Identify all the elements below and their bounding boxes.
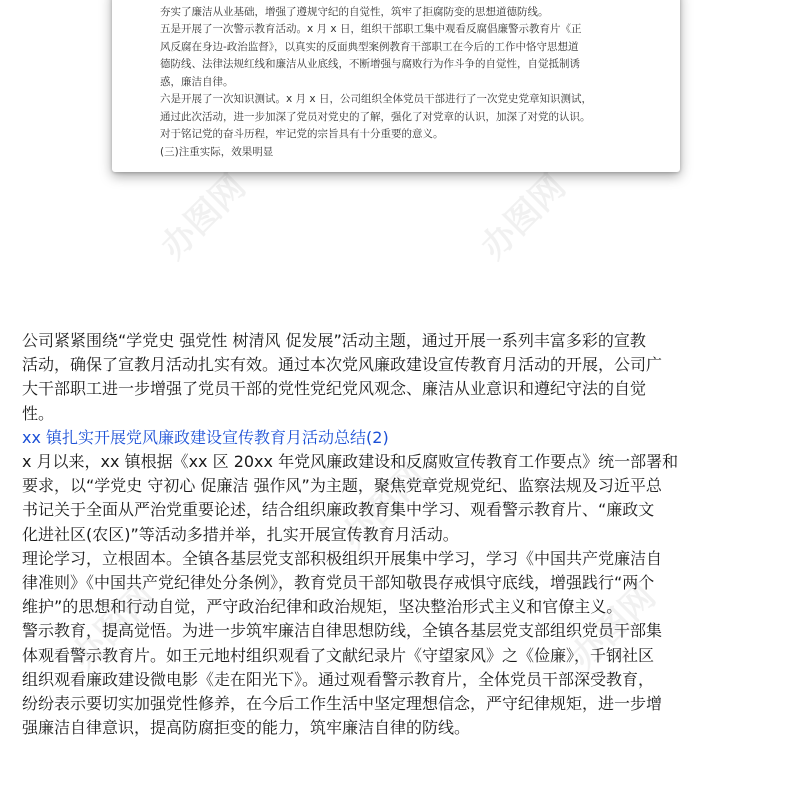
paragraph-line: 活动，确保了宣教月活动扎实有效。通过本次党风廉政建设宣传教育月活动的开展，公司广 <box>22 355 663 375</box>
paragraph-line: 性。 <box>22 403 55 423</box>
paragraph-line: 组织观看廉政建设微电影《走在阳光下》。通过观看警示教育片，全体党员干部深受教育， <box>22 669 655 689</box>
watermark: 办图网 <box>563 576 664 678</box>
preview-line: 对于铭记党的奋斗历程，牢记党的宗旨具有十分重要的意义。 <box>160 128 444 140</box>
paragraph-line: 书记关于全面从严治党重要论述，结合组织廉政教育集中学习、观看警示教育片、“廉政文 <box>22 500 655 520</box>
paragraph-line: 大干部职工进一步增强了党员干部的党性党纪党风观念、廉洁从业意识和遵纪守法的自觉 <box>22 379 647 399</box>
preview-line: 惑，廉洁自律。 <box>160 75 234 88</box>
paragraph-line: 体观看警示教育片。如王元地村组织观看了文献纪录片《守望家风》之《俭廉》，千钢社区 <box>22 645 655 665</box>
preview-line: 夯实了廉洁从业基础，增强了遵规守纪的自觉性，筑牢了拒腐防变的思想道德防线。 <box>160 5 549 18</box>
paragraph-line: x 月以来，xx 镇根据《xx 区 20xx 年党风廉政建设和反腐败宣传教育工作要点》统一部署和 <box>22 452 679 472</box>
paragraph-line: 理论学习，立根固本。全镇各基层党支部积极组织开展集中学习，学习《中国共产党廉洁自 <box>22 548 663 568</box>
paragraph-line: 警示教育，提高觉悟。为进一步筑牢廉洁自律思想防线，全镇各基层党支部组织党员干部集 <box>22 621 663 641</box>
paragraph-line: 要求，以“学党史 守初心 促廉洁 强作风”为主题，聚焦党章党规党纪、监察法规及习近平总 <box>22 476 662 496</box>
paragraph-line: 公司紧紧围绕“学党史 强党性 树清风 促发展”活动主题，通过开展一系列丰富多彩的宣教 <box>22 331 646 350</box>
document-preview-card <box>112 0 680 172</box>
watermark: 办图网 <box>63 576 164 678</box>
preview-line: 六是开展了一次知识测试。x 月 x 日，公司组织全体党员干部进行了一次党史党章知识测试， <box>160 93 592 105</box>
paragraph-line: 维护”的思想和行动自觉，严守政治纪律和政治规矩，坚决整治形式主义和官僚主义。 <box>22 597 623 617</box>
paragraph-line: 化进社区(农区)”等活动多措并举，扎实开展宣传教育月活动。 <box>22 524 459 544</box>
paragraph-line: 强廉洁自律意识，提高防腐拒变的能力，筑牢廉洁自律的防线。 <box>22 718 471 738</box>
preview-line: 德防线、法律法规红线和廉洁从业底线，不断增强与腐败行为作斗争的自觉性，自觉抵制诱 <box>160 58 580 70</box>
watermark: 办图网 <box>333 456 434 558</box>
preview-section-heading: (三)注重实际，效果明显 <box>160 145 274 158</box>
preview-line: 通过此次活动，进一步加深了党员对党史的了解，强化了对党章的认识，加深了对党的认识。 <box>160 110 591 123</box>
paragraph-line: 律准则》《中国共产党纪律处分条例》，教育党员干部知敬畏存戒惧守底线，增强践行“两个 <box>22 573 655 593</box>
section-title-link[interactable]: xx 镇扎实开展党风廉政建设宣传教育月活动总结(2) <box>22 427 389 447</box>
document-body <box>22 329 778 740</box>
preview-line: 五是开展了一次警示教育活动。x 月 x 日，组织干部职工集中观看反腐倡廉警示教育片《正 <box>160 23 582 35</box>
preview-line: 风反腐在身边-政治监督》，以真实的反面典型案例教育干部职工在今后的工作中恪守思想道 <box>160 40 579 53</box>
document-preview-text <box>160 0 670 161</box>
watermark: 办图网 <box>473 166 574 268</box>
paragraph-line: 纷纷表示要切实加强党性修养，在今后工作生活中坚定理想信念，严守纪律规矩，进一步增 <box>22 694 663 714</box>
watermark: 办图网 <box>153 166 254 268</box>
